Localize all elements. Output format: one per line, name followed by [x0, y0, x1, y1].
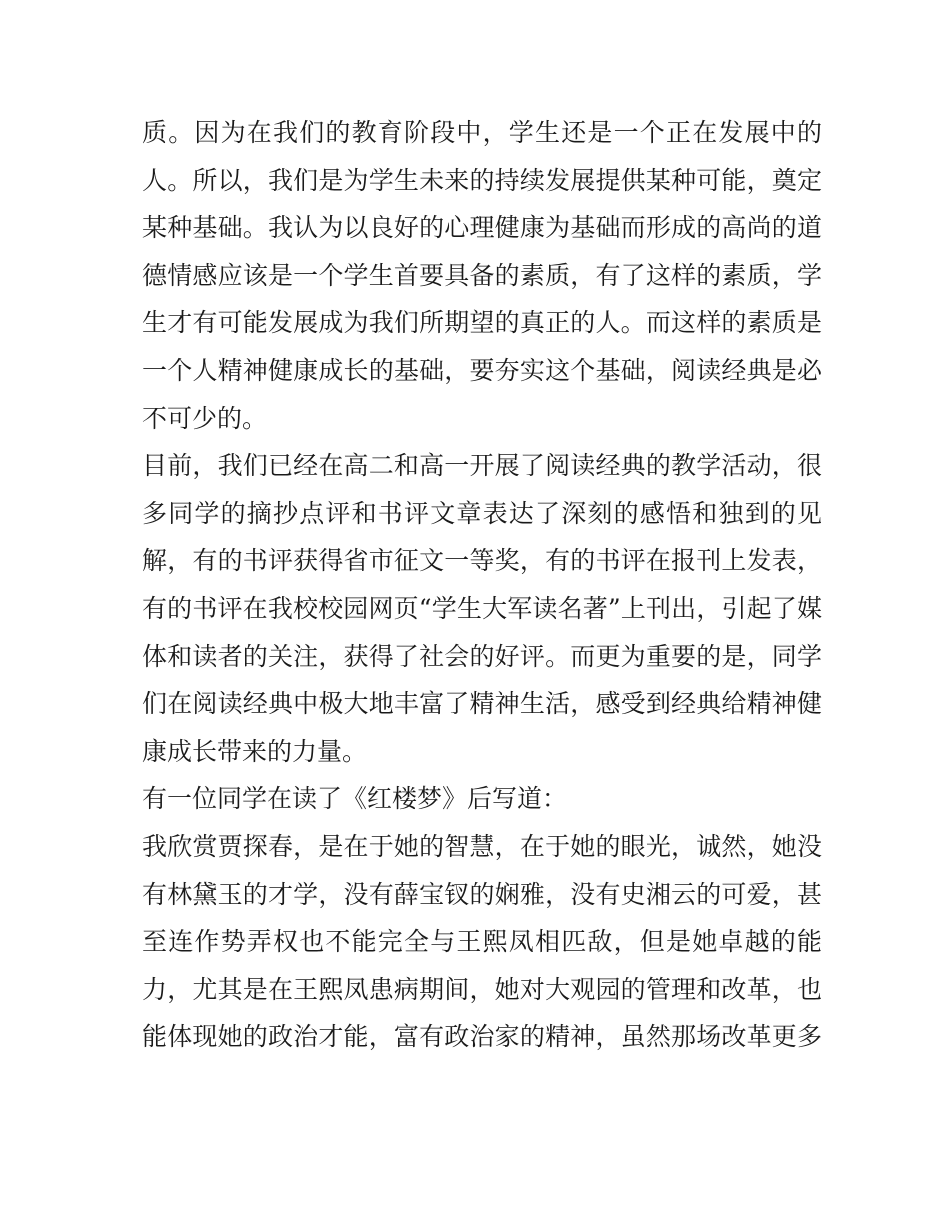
text-line: 能体现她的政治才能，富有政治家的精神，虽然那场改革更多	[142, 1022, 822, 1052]
text-line: 有一位同学在读了《红楼梦》后写道：	[142, 784, 568, 814]
text-line: 体和读者的关注，获得了社会的好评。而更为重要的是，同学	[142, 641, 822, 671]
text-line: 康成长带来的力量。	[142, 736, 368, 766]
text-line: 力，尤其是在王熙凤患病期间，她对大观园的管理和改革，也	[142, 974, 822, 1004]
body-text	[142, 109, 822, 1061]
text-line: 某种基础。我认为以良好的心理健康为基础而形成的高尚的道	[142, 213, 822, 243]
text-line: 人。所以，我们是为学生未来的持续发展提供某种可能，奠定	[142, 165, 822, 195]
text-line: 德情感应该是一个学生首要具备的素质，有了这样的素质，学	[142, 260, 822, 290]
text-line: 一个人精神健康成长的基础，要夯实这个基础，阅读经典是必	[142, 355, 822, 385]
text-line: 们在阅读经典中极大地丰富了精神生活，感受到经典给精神健	[142, 689, 822, 719]
text-line: 质。因为在我们的教育阶段中，学生还是一个正在发展中的	[142, 118, 822, 147]
text-line: 不可少的。	[142, 403, 268, 433]
text-line: 目前，我们已经在高二和高一开展了阅读经典的教学活动，很	[142, 451, 822, 481]
text-line: 有林黛玉的才学，没有薛宝钗的娴雅，没有史湘云的可爱，甚	[142, 879, 822, 909]
text-line: 有的书评在我校校园网页“学生大军读名著”上刊出，引起了媒	[142, 593, 822, 623]
text-line: 多同学的摘抄点评和书评文章表达了深刻的感悟和独到的见	[142, 498, 822, 528]
text-line: 至连作势弄权也不能完全与王熙凤相匹敌，但是她卓越的能	[142, 927, 822, 957]
text-line: 解，有的书评获得省市征文一等奖，有的书评在报刊上发表，	[142, 546, 822, 576]
text-line: 我欣赏贾探春，是在于她的智慧，在于她的眼光，诚然，她没	[142, 831, 822, 861]
text-line: 生才有可能发展成为我们所期望的真正的人。而这样的素质是	[142, 308, 822, 338]
